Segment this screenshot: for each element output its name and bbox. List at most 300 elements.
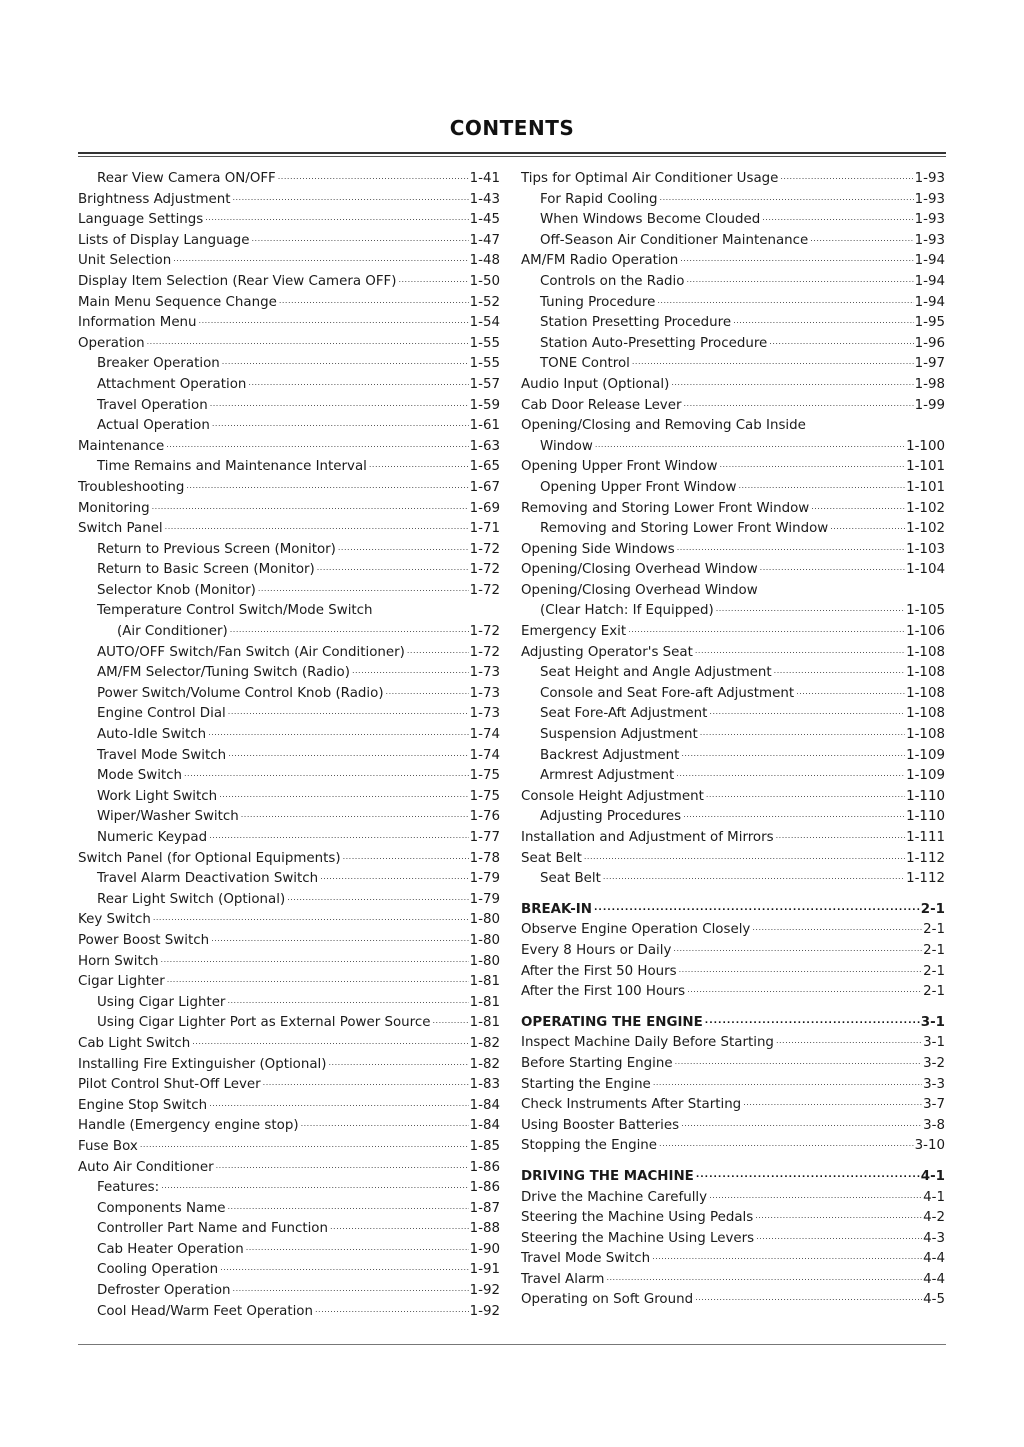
dot-leader [652, 1246, 922, 1268]
toc-page-number: 1-80 [469, 912, 500, 928]
toc-entry-title: Mode Switch [97, 768, 183, 784]
dot-leader [210, 393, 469, 415]
toc-page-number: 1-55 [469, 335, 500, 351]
toc-page-number: 1-84 [469, 1097, 500, 1113]
toc-page-number: 1-72 [469, 644, 500, 660]
toc-entry-title: Cooling Operation [97, 1262, 219, 1278]
dot-leader [199, 310, 469, 332]
dot-leader [219, 784, 468, 806]
toc-page-number: 1-43 [469, 191, 500, 207]
toc-entry[interactable] [521, 1136, 945, 1157]
toc-page-number: 1-103 [906, 541, 945, 557]
dot-leader [719, 454, 905, 476]
toc-entry-title: Every 8 Hours or Daily [521, 942, 672, 958]
toc-page-number: 1-106 [906, 624, 945, 640]
toc-entry-title: Off-Season Air Conditioner Maintenance [540, 232, 809, 248]
toc-page-number: 1-102 [906, 521, 945, 537]
toc-entry-title: Travel Mode Switch [97, 747, 227, 763]
toc-entry-title: Removing and Storing Lower Front Window [540, 521, 829, 537]
dot-leader [687, 979, 922, 1001]
toc-page-number: 1-63 [469, 438, 500, 454]
toc-entry-title: Cab Door Release Lever [521, 397, 682, 413]
toc-entry-title: Return to Basic Screen (Monitor) [97, 562, 315, 578]
dot-leader [166, 434, 468, 456]
dot-leader [755, 1205, 922, 1227]
toc-page-number: 2-1 [923, 922, 945, 938]
toc-entry-title: Power Switch/Volume Control Knob (Radio) [97, 685, 384, 701]
dot-leader [733, 310, 913, 332]
dot-leader [774, 660, 905, 682]
dot-leader [343, 846, 469, 868]
toc-column-left [78, 169, 500, 1322]
toc-page-number: 1-72 [469, 582, 500, 598]
dot-leader [386, 681, 469, 703]
dot-leader [320, 866, 468, 888]
toc-entry-title: Tips for Optimal Air Conditioner Usage [521, 171, 779, 186]
toc-entry-title: Check Instruments After Starting [521, 1097, 742, 1113]
dot-leader [161, 1175, 469, 1197]
footer-rule [78, 1344, 946, 1345]
dot-leader [208, 722, 469, 744]
toc-entry-title: Cab Light Switch [78, 1035, 191, 1051]
toc-page-number: 1-98 [914, 376, 945, 392]
dot-leader [709, 701, 905, 723]
toc-page-number: 2-1 [923, 963, 945, 979]
toc-entry-title: Console and Seat Fore-aft Adjustment [540, 685, 795, 701]
toc-entry-title: DRIVING THE MACHINE [521, 1168, 694, 1184]
toc-entry-title: Handle (Emergency engine stop) [78, 1118, 299, 1134]
toc-page-number: 1-76 [469, 809, 500, 825]
toc-page-number: 1-72 [469, 562, 500, 578]
dot-leader [147, 331, 469, 353]
toc-page-number: 1-67 [469, 479, 500, 495]
dot-leader [167, 969, 469, 991]
toc-page-number: 1-73 [469, 665, 500, 681]
toc-entry-title: Emergency Exit [521, 624, 627, 640]
toc-entry-title: Stopping the Engine [521, 1138, 658, 1154]
toc-entry-title: Adjusting Operator's Seat [521, 644, 693, 660]
toc-entry-title: Installation and Adjustment of Mirrors [521, 830, 774, 845]
toc-page-number: 1-45 [469, 212, 500, 228]
dot-leader [317, 557, 469, 579]
toc-entry-title: Seat Belt [521, 850, 582, 866]
dot-leader [675, 1051, 923, 1073]
toc-entry[interactable] [521, 1290, 945, 1311]
dot-leader [603, 866, 905, 888]
toc-entry-title: TONE Control [540, 356, 630, 372]
toc-entry-title: Travel Alarm Deactivation Switch [97, 871, 319, 887]
dot-leader [606, 1267, 922, 1289]
dot-leader [228, 701, 469, 723]
toc-entry-title: Armrest Adjustment [540, 768, 675, 784]
toc-entry-title: Cab Heater Operation [97, 1241, 244, 1257]
toc-page-number: 1-77 [469, 830, 500, 845]
header-rule-thin [78, 156, 946, 157]
dot-leader [700, 722, 905, 744]
toc-page-number: 1-104 [906, 562, 945, 578]
toc-entry-title: BREAK-IN [521, 901, 592, 917]
dot-leader [673, 938, 922, 960]
toc-page-number: 1-93 [914, 232, 945, 248]
toc-page-number: 1-94 [914, 273, 945, 289]
toc-entry-title: Inspect Machine Daily Before Starting [521, 1035, 774, 1051]
dot-leader [338, 537, 469, 559]
toc-page-number: 1-96 [914, 335, 945, 351]
toc-page-number: 4-4 [923, 1271, 945, 1287]
dot-leader [407, 640, 469, 662]
dot-leader [152, 496, 469, 518]
dot-leader [205, 207, 468, 229]
dot-leader [686, 269, 913, 291]
dot-leader [709, 1185, 922, 1207]
dot-leader [679, 959, 923, 981]
toc-entry-title: Seat Height and Angle Adjustment [540, 665, 772, 681]
toc-entry-title: Opening Side Windows [521, 541, 675, 557]
toc-page-number: 1-79 [469, 871, 500, 887]
dot-leader [432, 1010, 468, 1032]
dot-leader [738, 475, 905, 497]
toc-page-number: 1-102 [906, 500, 945, 516]
toc-page-number: 1-55 [469, 356, 500, 372]
toc-page-number: 1-80 [469, 953, 500, 969]
toc-entry-title: Troubleshooting [78, 479, 185, 495]
toc-page-number: 1-81 [469, 1015, 500, 1031]
dot-leader [676, 763, 905, 785]
toc-page-number: 1-92 [469, 1303, 500, 1319]
toc-entry-title: Suspension Adjustment [540, 727, 698, 743]
toc-page-number: 1-88 [469, 1221, 500, 1237]
toc-entry-title: Key Switch [78, 912, 151, 928]
dot-leader [595, 434, 905, 456]
toc-entry-title: AM/FM Selector/Tuning Switch (Radio) [97, 665, 350, 681]
dot-leader [811, 496, 905, 518]
toc-entry-title: Removing and Storing Lower Front Window [521, 500, 810, 516]
toc-entry-title: Monitoring [78, 500, 150, 516]
toc-page-number: 1-54 [469, 315, 500, 331]
toc-entry-title: OPERATING THE ENGINE [521, 1014, 703, 1030]
toc-page-number: 1-94 [914, 294, 945, 310]
toc-page-number: 1-108 [906, 727, 945, 743]
toc-page-number: 1-73 [469, 706, 500, 722]
toc-entry-title: (Clear Hatch: If Equipped) [540, 603, 714, 619]
toc-page-number: 1-59 [469, 397, 500, 413]
dot-leader [632, 351, 914, 373]
dot-leader [680, 248, 913, 270]
toc-page-number: 1-85 [469, 1138, 500, 1154]
toc-entry-title: Controller Part Name and Function [97, 1221, 328, 1237]
dot-leader [584, 846, 905, 868]
toc-page-number: 1-57 [469, 376, 500, 392]
toc-entry-title: Power Boost Switch [78, 932, 210, 948]
page-title: CONTENTS [449, 116, 575, 140]
toc-page-number: 1-80 [469, 932, 500, 948]
toc-entry-title: Defroster Operation [97, 1283, 231, 1299]
toc-entry-title: Language Settings [78, 212, 204, 228]
toc-page-number: 1-84 [469, 1118, 500, 1134]
toc-entry-title: Unit Selection [78, 253, 172, 269]
toc-entry-title: Travel Operation [97, 397, 208, 413]
toc-entry-title: Opening/Closing and Removing Cab Inside [521, 418, 806, 434]
dot-leader [677, 537, 905, 559]
toc-entry[interactable] [521, 396, 945, 417]
dot-leader [209, 1093, 468, 1115]
dot-leader [252, 228, 469, 250]
toc-page-number: 1-112 [906, 871, 945, 887]
toc-entry-title: Starting the Engine [521, 1076, 651, 1092]
toc-page-number: 4-3 [923, 1230, 945, 1246]
dot-leader [212, 413, 469, 435]
toc-entry-title: Numeric Keypad [97, 830, 208, 845]
dot-leader [140, 1134, 469, 1156]
toc-page-number: 1-99 [914, 397, 945, 413]
dot-leader [695, 640, 905, 662]
dot-leader [330, 1216, 469, 1238]
dot-leader [760, 557, 905, 579]
toc-page-number: 1-82 [469, 1035, 500, 1051]
toc-entry-title: Fuse Box [78, 1138, 138, 1154]
toc-page-number: 2-1 [923, 984, 945, 1000]
dot-leader [153, 907, 469, 929]
dot-leader [369, 454, 469, 476]
toc-page-number: 3-7 [923, 1097, 945, 1113]
toc-page-number: 1-75 [469, 768, 500, 784]
dot-leader [301, 1113, 469, 1135]
toc-page-number: 1-72 [469, 541, 500, 557]
toc-page-number: 1-109 [906, 747, 945, 763]
toc-entry-title: Features: [97, 1180, 160, 1196]
toc-entry-title: Using Cigar Lighter Port as External Power Source [97, 1015, 431, 1031]
toc-entry-title: Auto-Idle Switch [97, 727, 207, 743]
toc-entry-title: Using Booster Batteries [521, 1117, 680, 1133]
toc-page-number: 1-108 [906, 644, 945, 660]
dot-leader [228, 743, 469, 765]
toc-entry-title: Switch Panel (for Optional Equipments) [78, 850, 341, 866]
toc-page-number: 1-47 [469, 232, 500, 248]
dot-leader [681, 743, 905, 765]
toc-entry[interactable] [78, 1302, 500, 1323]
dot-leader [216, 1155, 469, 1177]
toc-page-number: 1-86 [469, 1159, 500, 1175]
toc-page-number: 1-109 [906, 768, 945, 784]
dot-leader [258, 578, 469, 600]
toc-entry-title: Seat Belt [540, 871, 601, 887]
toc-entry[interactable] [78, 581, 500, 602]
toc-page-number: 1-95 [914, 315, 945, 331]
dot-leader [192, 1031, 468, 1053]
dot-leader [660, 187, 914, 209]
toc-page-number: 1-101 [906, 479, 945, 495]
toc-entry-title: (Air Conditioner) [117, 624, 228, 640]
toc-entry-title: Travel Alarm [521, 1271, 605, 1287]
dot-leader [233, 1278, 469, 1300]
toc-page-number: 3-3 [923, 1076, 945, 1092]
toc-entry-title: Operating on Soft Ground [521, 1292, 694, 1308]
dot-leader [232, 187, 468, 209]
dot-leader [653, 1072, 922, 1094]
toc-entry-title: Attachment Operation [97, 376, 247, 392]
dot-leader [279, 290, 469, 312]
toc-entry-title: Work Light Switch [97, 788, 218, 804]
toc-entry-title: AM/FM Radio Operation [521, 253, 679, 269]
dot-leader [248, 372, 468, 394]
toc-page-number: 1-97 [914, 356, 945, 372]
toc-entry-title: Wiper/Washer Switch [97, 809, 239, 825]
toc-entry-title: Engine Control Dial [97, 706, 226, 722]
toc-page-number: 1-75 [469, 788, 500, 804]
toc-entry-title: Station Presetting Procedure [540, 315, 732, 331]
toc-page-number: 1-74 [469, 747, 500, 763]
toc-page-number: 1-48 [469, 253, 500, 269]
dot-leader [184, 763, 469, 785]
toc-page-number: 1-112 [906, 850, 945, 866]
toc-page-number: 1-110 [906, 809, 945, 825]
toc-entry-title: Cigar Lighter [78, 974, 165, 990]
toc-page-number: 1-81 [469, 974, 500, 990]
toc-page-number: 4-1 [920, 1168, 945, 1184]
toc-entry-title: Installing Fire Extinguisher (Optional) [78, 1056, 327, 1072]
dot-leader [705, 1010, 920, 1032]
toc-page-number: 1-52 [469, 294, 500, 310]
toc-entry-title: For Rapid Cooling [540, 191, 658, 207]
dot-leader [628, 619, 905, 641]
toc-page-number: 3-8 [923, 1117, 945, 1133]
toc-entry-title: Switch Panel [78, 521, 163, 537]
dot-leader [810, 228, 913, 250]
toc-entry-title: Breaker Operation [97, 356, 220, 372]
toc-page-number: 1-69 [469, 500, 500, 516]
toc-entry-title: Cool Head/Warm Feet Operation [97, 1303, 313, 1319]
dot-leader [706, 784, 905, 806]
dot-leader [241, 804, 469, 826]
toc-entry-title: Temperature Control Switch/Mode Switch [97, 603, 373, 619]
dot-leader [756, 1226, 922, 1248]
toc-entry-title: After the First 100 Hours [521, 984, 686, 1000]
dot-leader [716, 598, 905, 620]
dot-leader [762, 207, 913, 229]
toc-entry-title: Information Menu [78, 315, 197, 331]
toc-entry-title: Brightness Adjustment [78, 191, 231, 207]
toc-entry-title: Seat Fore-Aft Adjustment [540, 706, 708, 722]
toc-page-number: 1-105 [906, 603, 945, 619]
toc-entry-title: Controls on the Radio [540, 273, 685, 289]
toc-entry-title: Return to Previous Screen (Monitor) [97, 541, 336, 557]
toc-page-number: 1-108 [906, 665, 945, 681]
dot-leader [681, 1113, 922, 1135]
toc-page-number: 3-2 [923, 1055, 945, 1071]
dot-leader [671, 372, 913, 394]
toc-page-number: 1-65 [469, 459, 500, 475]
dot-leader [263, 1072, 469, 1094]
toc-page-number: 3-10 [914, 1138, 945, 1154]
toc-entry[interactable] [521, 560, 945, 581]
dot-leader [594, 897, 920, 919]
toc-page-number: 1-87 [469, 1200, 500, 1216]
toc-page-number: 1-83 [469, 1077, 500, 1093]
toc-entry-title: Before Starting Engine [521, 1055, 673, 1071]
dot-leader [209, 825, 468, 847]
dot-leader [830, 516, 905, 538]
dot-leader [230, 619, 469, 641]
toc-entry[interactable] [521, 982, 945, 1003]
toc-page-number: 4-1 [923, 1189, 945, 1205]
dot-leader [659, 1133, 914, 1155]
toc-page-number: 1-92 [469, 1283, 500, 1299]
toc-entry-title: Selector Knob (Monitor) [97, 582, 256, 598]
toc-page-number: 1-108 [906, 685, 945, 701]
dot-leader [796, 681, 905, 703]
toc-page-number: 1-73 [469, 685, 500, 701]
toc-entry-title: Main Menu Sequence Change [78, 294, 277, 310]
dot-leader [278, 166, 469, 188]
dot-leader [329, 1052, 469, 1074]
toc-page-number: 1-111 [906, 830, 945, 845]
toc-entry-title: Using Cigar Lighter [97, 994, 226, 1010]
toc-entry-title: Horn Switch [78, 953, 159, 969]
toc-entry-title: Engine Stop Switch [78, 1097, 208, 1113]
toc-page-number: 3-1 [920, 1014, 945, 1030]
toc-page-number: 1-100 [906, 438, 945, 454]
dot-leader [352, 660, 469, 682]
toc-entry-title: Display Item Selection (Rear View Camera OFF) [78, 273, 397, 289]
dot-leader [211, 928, 469, 950]
toc-page-number: 1-74 [469, 727, 500, 743]
dot-leader [398, 269, 468, 291]
dot-leader [220, 1257, 469, 1279]
toc-page-number: 2-1 [920, 901, 945, 917]
toc-page-number: 1-72 [469, 624, 500, 640]
toc-entry-title: After the First 50 Hours [521, 963, 677, 979]
toc-entry-title: Opening/Closing Overhead Window [521, 562, 758, 578]
toc-page-number: 4-4 [923, 1251, 945, 1267]
toc-entry-title: Lists of Display Language [78, 232, 250, 248]
toc-entry-title: Observe Engine Operation Closely [521, 922, 751, 938]
toc-page-number: 1-82 [469, 1056, 500, 1072]
dot-leader [315, 1299, 469, 1321]
toc-entry[interactable] [521, 869, 945, 890]
toc-entry-title: Time Remains and Maintenance Interval [97, 459, 367, 475]
toc-entry-title: Steering the Machine Using Pedals [521, 1210, 754, 1226]
dot-leader [227, 1196, 468, 1218]
toc-entry-title: Operation [78, 335, 145, 351]
toc-entry-title: Opening/Closing Overhead Window [521, 582, 758, 598]
dot-leader [222, 351, 469, 373]
toc-entry-title: Rear Light Switch (Optional) [97, 891, 286, 907]
toc-page-number: 1-93 [914, 191, 945, 207]
dot-leader [246, 1237, 469, 1259]
toc-entry-title: Adjusting Procedures [540, 809, 682, 825]
toc-entry-title: Travel Mode Switch [521, 1251, 651, 1267]
toc-entry-title: Maintenance [78, 438, 165, 454]
toc-page-number: 2-1 [923, 942, 945, 958]
toc-column-right [521, 169, 945, 1311]
dot-leader [696, 1164, 920, 1186]
toc-entry-title: Rear View Camera ON/OFF [97, 171, 276, 186]
dot-leader [769, 331, 913, 353]
toc-entry-title: Tuning Procedure [540, 294, 656, 310]
toc-entry-title: Drive the Machine Carefully [521, 1189, 708, 1205]
toc-page-number: 1-81 [469, 994, 500, 1010]
toc-entry-title: Audio Input (Optional) [521, 376, 670, 392]
dot-leader [683, 393, 913, 415]
toc-page-number: 1-79 [469, 891, 500, 907]
toc-page-number: 1-101 [906, 459, 945, 475]
toc-page-number: 1-71 [469, 521, 500, 537]
toc-page-number: 1-108 [906, 706, 945, 722]
toc-page-number: 1-94 [914, 253, 945, 269]
toc-entry-title: When Windows Become Clouded [540, 212, 761, 228]
dot-leader [227, 990, 468, 1012]
dot-leader [683, 804, 905, 826]
